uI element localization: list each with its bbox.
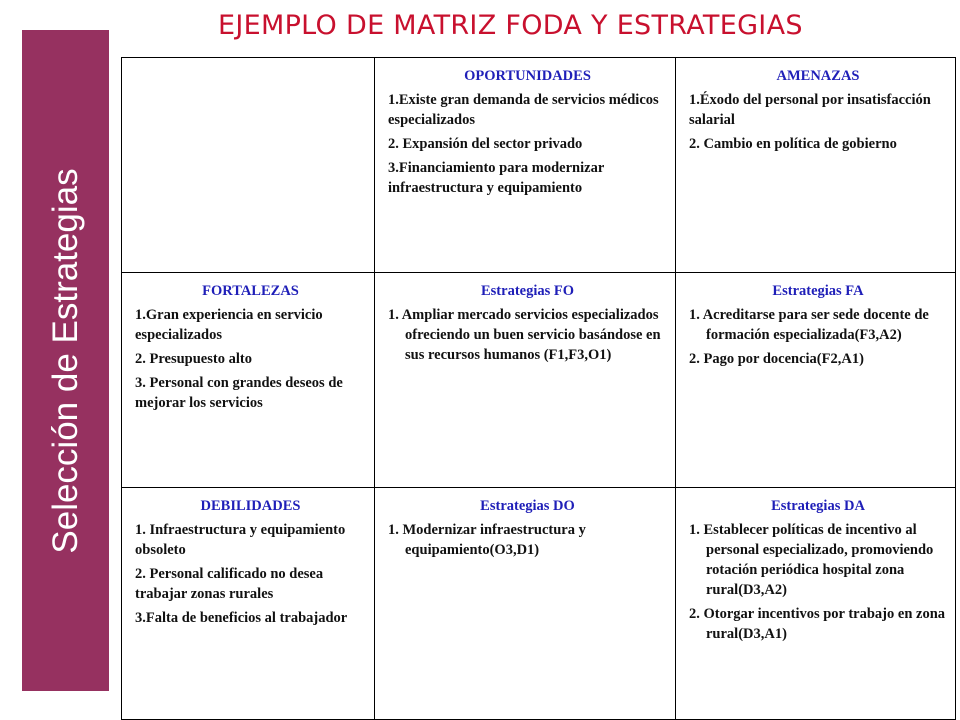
list-item: 1.Éxodo del personal por insatisfacción salarial [689,92,931,128]
list-item: 2. Presupuesto alto [135,351,252,367]
matrix-row-fortalezas [122,273,956,488]
cell-oportunidades [375,58,676,273]
sidebar-banner [22,30,109,691]
list-item: 2. Personal calificado no desea trabajar zonas rurales [135,566,324,602]
cell-estrategias-da [676,488,956,720]
matrix-row-debilidades [122,488,956,720]
cell-title: FORTALEZAS [202,283,299,299]
list-item: 3.Falta de beneficios al trabajador [135,610,348,626]
list-item: 1.Existe gran demanda de servicios médicos especializados [388,92,659,128]
sidebar-label: Selección de Estrategias [45,167,85,554]
foda-matrix [121,57,956,720]
list-item: 1.Gran experiencia en servicio especializados [135,307,323,343]
list-item: 2. Otorgar incentivos por trabajo en zona rural(D3,A1) [689,606,946,642]
cell-debilidades [122,488,375,720]
matrix-corner-cell [122,58,375,273]
list-item: 1. Modernizar infraestructura y equipamiento(O3,D1) [388,522,586,558]
cell-title: DEBILIDADES [200,498,301,514]
cell-estrategias-do [375,488,676,720]
cell-title: Estrategias DO [480,498,575,514]
page-title: EJEMPLO DE MATRIZ FODA Y ESTRATEGIAS [218,10,803,41]
cell-fortalezas [122,273,375,488]
cell-title: AMENAZAS [776,68,860,84]
list-item: 2. Cambio en política de gobierno [689,136,897,152]
list-item: 2. Pago por docencia(F2,A1) [689,351,864,367]
list-item: 2. Expansión del sector privado [388,136,583,152]
cell-estrategias-fo [375,273,676,488]
list-item: 3. Personal con grandes deseos de mejorar los servicios [135,375,343,411]
list-item: 1. Establecer políticas de incentivo al personal especializado, promoviendo rotación periódica hospital zona rural(D3,A2) [689,522,934,598]
cell-title: Estrategias FO [480,283,575,299]
cell-title: Estrategias DA [771,498,865,514]
list-item: 3.Financiamiento para modernizar infraestructura y equipamiento [388,160,605,196]
list-item: 1. Acreditarse para ser sede docente de formación especializada(F3,A2) [689,307,929,343]
list-item: 1. Infraestructura y equipamiento obsoleto [135,522,346,558]
cell-title: OPORTUNIDADES [464,68,591,84]
cell-amenazas [676,58,956,273]
matrix-row-header [122,58,956,273]
list-item: 1. Ampliar mercado servicios especializados ofreciendo un buen servicio basándose en sus recursos humanos (F1,F3,O1) [388,307,661,363]
cell-title: Estrategias FA [772,283,864,299]
cell-estrategias-fa [676,273,956,488]
